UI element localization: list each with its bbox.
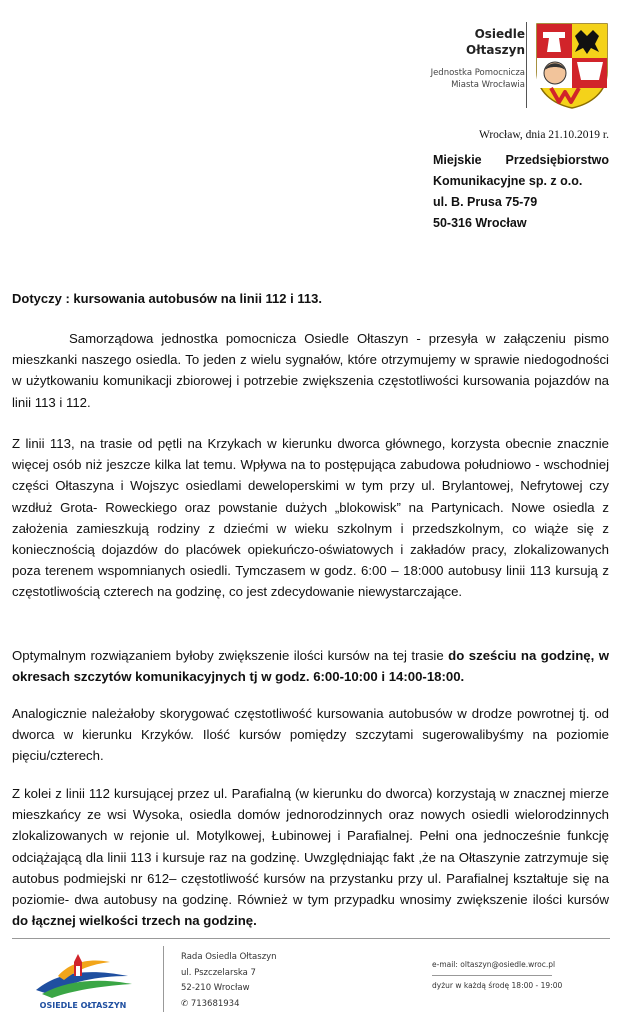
addressee-line1a: Miejskie xyxy=(433,153,482,167)
footer-council: Rada Osiedla Ołtaszyn xyxy=(181,952,277,962)
org-name xyxy=(466,26,525,58)
coat-of-arms-icon xyxy=(533,20,611,110)
footer-contact xyxy=(432,958,612,993)
paragraph-2: Z linii 113, na trasie od pętli na Krzykach w kierunku dworca głównego, korzysta obecnie znacznie więcej osób niż jeszcze kilka lat temu. Wpływa na to postępująca zabudowa południowo - wschodniej części Ołtaszyna i Wojszyc osiedlami deweloperskimi w tym przy ul. Brylantowej, Nefrytowej czy wzdłuż Grota- Roweckiego oraz powstanie dużych „blokowisk” na Partynicach. Nowe osiedla z założenia zamieszkują rodziny z dziećmi w wieku szkolnym i przedszkolnym, co wiąże się z koniecznością dojazdów do placówek opiekuńczo-oświatowych i zakładów pracy, zlokalizowanych poza terenem wspomnianych osiedli. Tymczasem w godz. 6:00 – 18:000 autobusy linii 113 kursują z częstotliwością czterech na godzinę, co jest zdecydowanie niewystarczające. xyxy=(12,436,609,600)
footer-phone xyxy=(181,997,277,1013)
org-name-line1: Osiedle xyxy=(474,27,525,41)
osiedle-oltaszyn-logo-icon xyxy=(28,950,138,1012)
addressee-line1b: Przedsiębiorstwo xyxy=(505,153,609,167)
paragraph-5 xyxy=(12,783,609,931)
addressee-line2: Komunikacyjne sp. z o.o. xyxy=(433,174,583,188)
phone-icon: ✆ xyxy=(181,998,189,1009)
footer-contact-divider xyxy=(432,975,552,976)
addressee-line4: 50-316 Wrocław xyxy=(433,216,527,230)
letter-date: Wrocław, dnia 21.10.2019 r. xyxy=(478,129,609,141)
paragraph-3-bold: do sześciu na godzinę, w okresach szczytów komunikacyjnych tj w godz. 6:00-10:00 i 14:00-18:00. xyxy=(12,648,610,685)
footer-phone-number: 713681934 xyxy=(190,998,240,1009)
letter-subject: Dotyczy : kursowania autobusów na linii 112 i 113. xyxy=(12,291,322,306)
footer-street: ul. Pszczelarska 7 xyxy=(181,967,256,978)
paragraph-5-bold: do łącznej wielkości trzech na godzinę. xyxy=(12,913,257,929)
footer-vertical-divider xyxy=(163,946,164,1012)
addressee-block xyxy=(433,150,609,234)
footer-city: 52-210 Wrocław xyxy=(181,983,250,993)
footer-address xyxy=(181,950,277,1012)
paragraph-4: Analogicznie należałoby skorygować częstotliwość kursowania autobusów w drodze powrotnej tj. od dworca w kierunku Krzyków. Ilość kursów pomiędzy szczytami sugerowalibyśmy na poziomie pięciu/czterech. xyxy=(12,706,609,764)
header-divider xyxy=(526,22,527,108)
paragraph-3 xyxy=(12,645,609,687)
paragraph-3-text: Optymalnym rozwiązaniem byłoby zwiększenie ilości kursów na tej trasie xyxy=(12,648,449,663)
footer-email: e-mail: oltaszyn@osiedle.wroc.pl xyxy=(432,960,556,969)
logo-text: OSIEDLE OŁTASZYN xyxy=(39,1001,127,1010)
org-unit-line2: Miasta Wrocławia xyxy=(451,80,525,90)
paragraph-1: Samorządowa jednostka pomocnicza Osiedle Ołtaszyn - przesyła w załączeniu pismo mieszkanki naszego osiedla. To jeden z wielu sygnałów, które otrzymujemy w sprawie niedogodności w użytkowaniu komunikacji zbiorowej i potrzebie zwiększenia częstotliwości kursowania pojazdów na linii 113 i 112. xyxy=(12,331,609,410)
org-unit xyxy=(431,67,525,91)
org-unit-line1: Jednostka Pomocnicza xyxy=(430,68,525,78)
paragraph-5-text: Z kolei z linii 112 kursującej przez ul. Parafialną (w kierunku do dworca) korzystają w znacznej mierze mieszkańcy ze wsi Wysoka, osiedla domów jednorodzinnych oraz nowych osiedli wielorodzinnych zlokalizowanych w rejonie ul. Motylkowej, Łubinowej i Parafialnej. Pełni ona jednocześnie funkcję odciążającą dla linii 113 i kursuje raz na godzinę. Uwzględniając fakt ,że na Ołtaszynie zatrzymuje się autobus podmiejski nr 612– częstotliwość kursów na przystanku przy ul. Parafialnej kształtuje się na poziomie- dwa autobusy na godzinę. Również w tym przypadku wnosimy zwiększenie ilości kursów xyxy=(12,786,609,908)
footer-divider xyxy=(12,938,610,939)
org-name-line2: Ołtaszyn xyxy=(466,43,525,57)
addressee-line3: ul. B. Prusa 75-79 xyxy=(433,195,538,209)
footer-duty-hours: dyżur w każdą środę 18:00 - 19:00 xyxy=(432,981,563,990)
